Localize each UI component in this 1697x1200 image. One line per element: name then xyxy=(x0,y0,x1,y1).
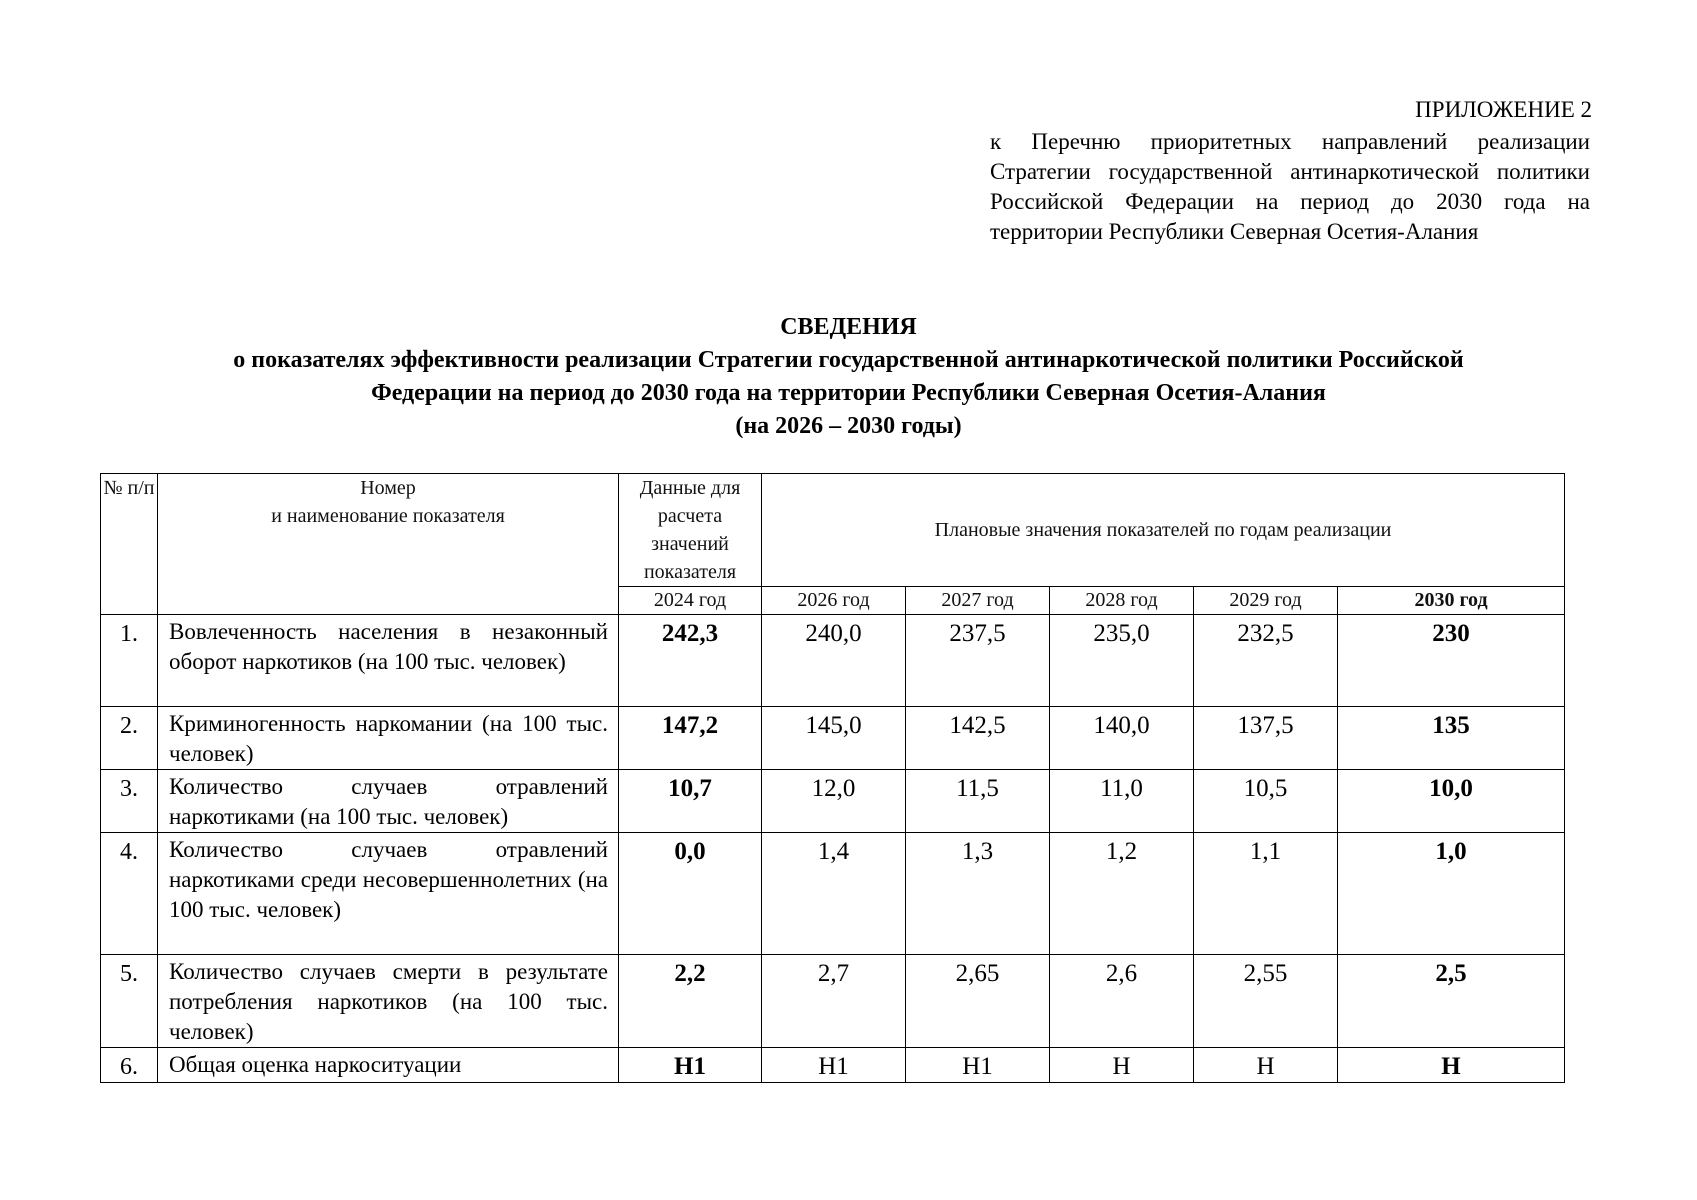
table-row xyxy=(101,955,1565,1048)
header-base-col: Данные для расчета значений показателя xyxy=(619,474,762,587)
year-cell-final: 2030 год xyxy=(1338,587,1565,615)
indicator-name: Количество случаев смерти в результате потребления наркотиков (на 100 тыс. человек) xyxy=(158,955,619,1048)
value-cell: 235,0 xyxy=(1050,615,1194,707)
value-cell: 10,0 xyxy=(1338,770,1565,833)
header-name-line-2: и наименование показателя xyxy=(271,505,505,527)
value-cell: 11,5 xyxy=(906,770,1050,833)
value-cell: 10,5 xyxy=(1194,770,1338,833)
table-row xyxy=(101,615,1565,707)
indicator-name: Количество случаев отравлений наркотиками (на 100 тыс. человек) xyxy=(158,770,619,833)
document-subtitle-line-2: Федерации на период до 2030 года на территории Республики Северная Осетия-Алания xyxy=(371,380,1326,406)
indicator-name: Криминогенность наркомании (на 100 тыс. человек) xyxy=(158,707,619,770)
value-cell: 1,3 xyxy=(906,833,1050,955)
value-cell: 1,2 xyxy=(1050,833,1194,955)
row-number: 6. xyxy=(101,1048,158,1083)
value-cell: 147,2 xyxy=(619,707,762,770)
value-cell: 2,7 xyxy=(762,955,906,1048)
value-cell: 2,5 xyxy=(1338,955,1565,1048)
value-cell: 140,0 xyxy=(1050,707,1194,770)
indicator-name: Количество случаев отравлений наркотиками среди несовершеннолетних (на 100 тыс. человек) xyxy=(158,833,619,955)
header-name-col xyxy=(158,474,619,615)
value-cell: 137,5 xyxy=(1194,707,1338,770)
year-cell: 2027 год xyxy=(906,587,1050,615)
table-row xyxy=(101,707,1565,770)
value-cell: 135 xyxy=(1338,707,1565,770)
annex-heading: ПРИЛОЖЕНИЕ 2 xyxy=(1415,97,1592,122)
indicator-name: Вовлеченность населения в незаконный оборот наркотиков (на 100 тыс. человек) xyxy=(158,615,619,707)
value-cell: 240,0 xyxy=(762,615,906,707)
value-cell: 2,6 xyxy=(1050,955,1194,1048)
annex-description: к Перечню приоритетных направлений реализации Стратегии государственной антинаркотической политики Российской Федерации на период до 2030 года на территории Республики Северная Осетия-Алания xyxy=(990,129,1590,244)
row-number: 5. xyxy=(101,955,158,1048)
document-period: (на 2026 – 2030 годы) xyxy=(735,413,962,439)
header-number-col: № п/п xyxy=(101,474,158,615)
header-plan-col: Плановые значения показателей по годам реализации xyxy=(762,474,1565,587)
value-cell: 0,0 xyxy=(619,833,762,955)
value-cell: Н xyxy=(1050,1048,1194,1083)
value-cell: 237,5 xyxy=(906,615,1050,707)
document-title-block xyxy=(60,311,1637,443)
value-cell: 232,5 xyxy=(1194,615,1338,707)
table-row xyxy=(101,770,1565,833)
year-cell: 2026 год xyxy=(762,587,906,615)
value-cell: Н1 xyxy=(762,1048,906,1083)
header-name-line-1: Номер xyxy=(360,477,416,499)
document-subtitle-line-1: о показателях эффективности реализации Стратегии государственной антинаркотической политики Российской xyxy=(233,347,1464,373)
value-cell: 2,55 xyxy=(1194,955,1338,1048)
value-cell: 2,65 xyxy=(906,955,1050,1048)
value-cell: 1,4 xyxy=(762,833,906,955)
value-cell: Н1 xyxy=(619,1048,762,1083)
value-cell: 142,5 xyxy=(906,707,1050,770)
value-cell: Н xyxy=(1338,1048,1565,1083)
table-row xyxy=(101,1048,1565,1083)
value-cell: 12,0 xyxy=(762,770,906,833)
table-row xyxy=(101,833,1565,955)
year-cell: 2028 год xyxy=(1050,587,1194,615)
document-title: СВЕДЕНИЯ xyxy=(780,314,917,340)
value-cell: 2,2 xyxy=(619,955,762,1048)
value-cell: 242,3 xyxy=(619,615,762,707)
row-number: 3. xyxy=(101,770,158,833)
indicators-table xyxy=(100,473,1565,1083)
value-cell: 1,1 xyxy=(1194,833,1338,955)
value-cell: 1,0 xyxy=(1338,833,1565,955)
value-cell: Н xyxy=(1194,1048,1338,1083)
value-cell: 11,0 xyxy=(1050,770,1194,833)
value-cell: 230 xyxy=(1338,615,1565,707)
year-cell: 2029 год xyxy=(1194,587,1338,615)
indicator-name: Общая оценка наркоситуации xyxy=(158,1048,619,1083)
year-cell: 2024 год xyxy=(619,587,762,615)
value-cell: 145,0 xyxy=(762,707,906,770)
row-number: 4. xyxy=(101,833,158,955)
value-cell: Н1 xyxy=(906,1048,1050,1083)
table-header-row xyxy=(101,474,1565,587)
row-number: 1. xyxy=(101,615,158,707)
value-cell: 10,7 xyxy=(619,770,762,833)
row-number: 2. xyxy=(101,707,158,770)
